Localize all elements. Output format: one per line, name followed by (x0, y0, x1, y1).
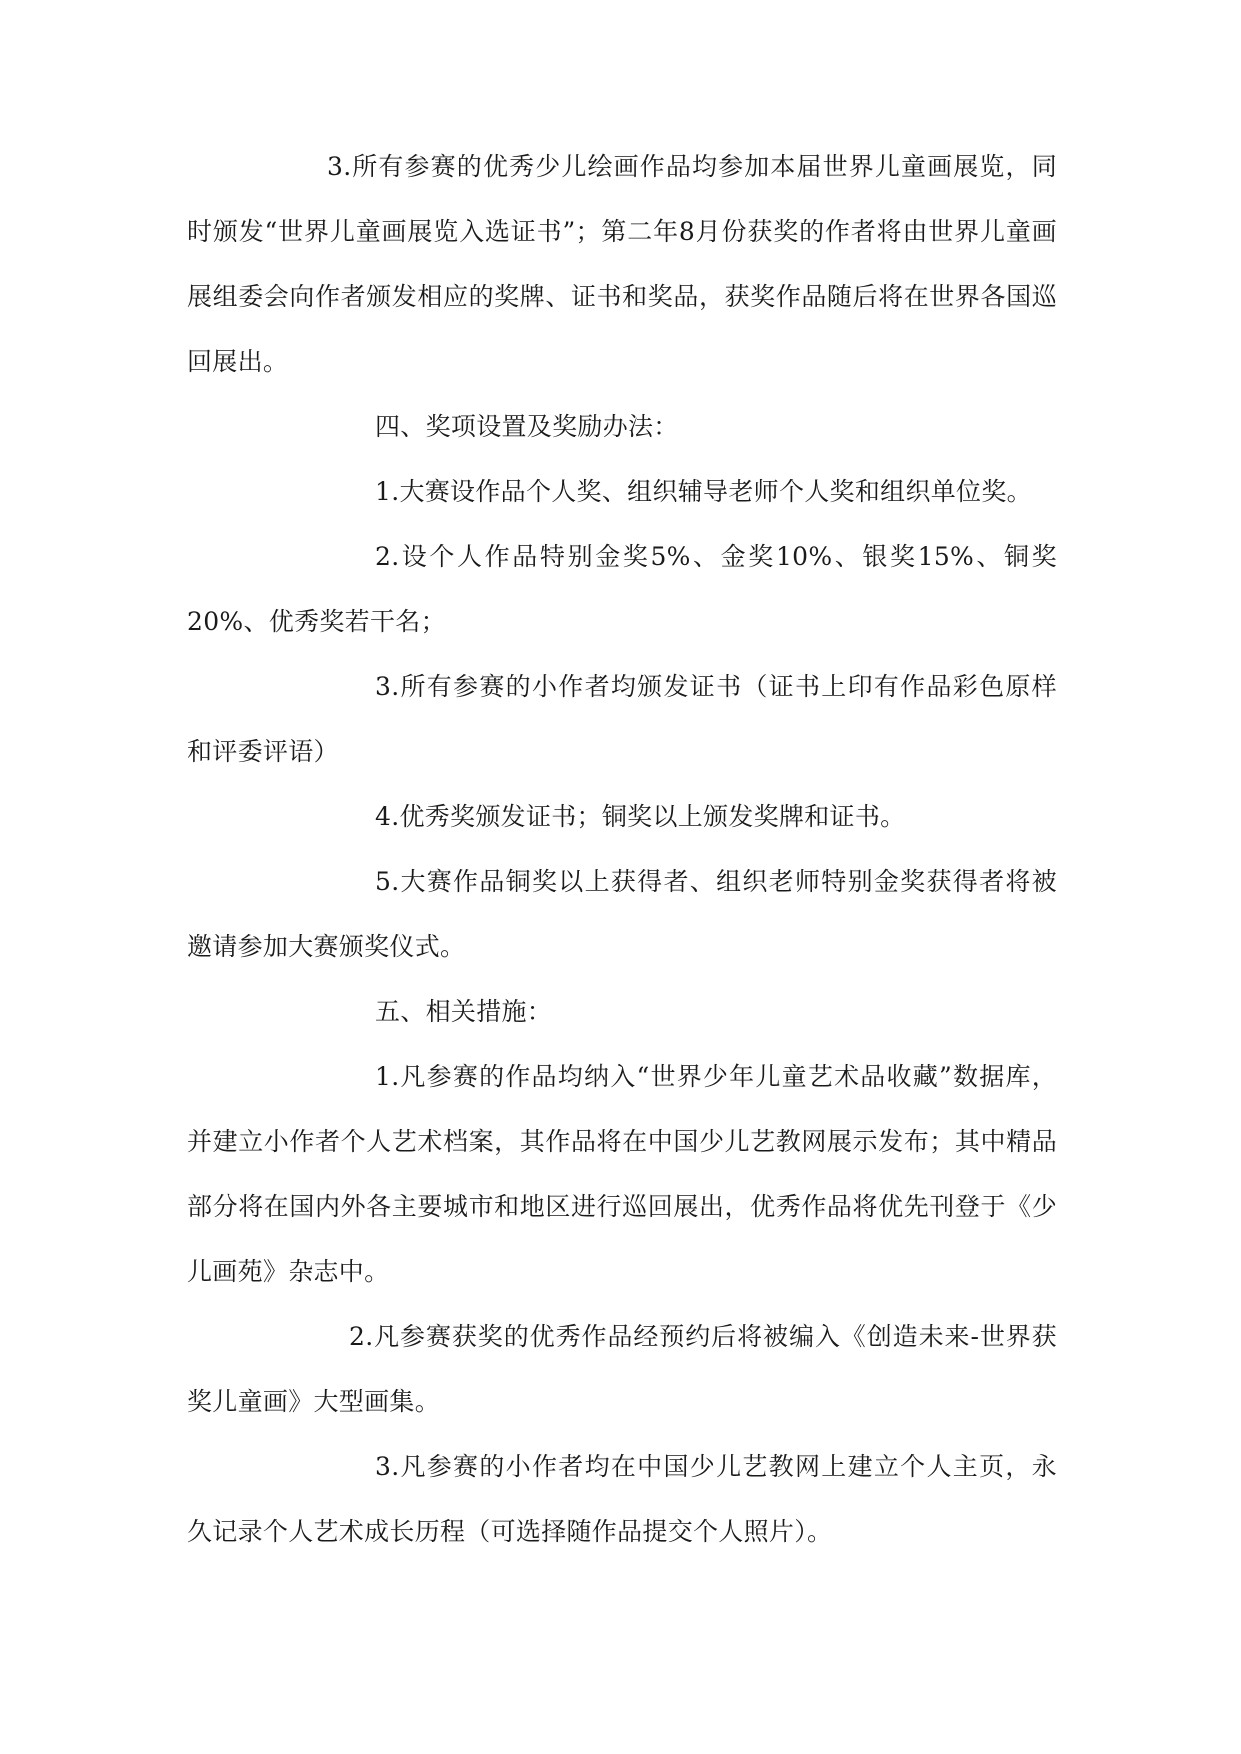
heading-related-measures: 五、相关措施： (375, 997, 553, 1026)
paragraph-ceremony-invitation: 5.大赛作品铜奖以上获得者、组织老师特别金奖获得者将被邀请参加大赛颁奖仪式。 (187, 867, 1057, 961)
paragraph-award-categories: 1.大赛设作品个人奖、组织辅导老师个人奖和组织单位奖。 (375, 477, 1032, 506)
paragraph-award-percentages: 2.设个人作品特别金奖5%、金奖10%、银奖15%、铜奖20%、优秀奖若干名； (187, 542, 1057, 636)
paragraph-art-collection-database: 1.凡参赛的作品均纳入“世界少年儿童艺术品收藏”数据库，并建立小作者个人艺术档案，其作品将在中国少儿艺教网展示发布；其中精品部分将在国内外各主要城市和地区进行巡回展出，优秀作品将优先刊登于《少儿画苑》杂志中。 (187, 1062, 1057, 1286)
paragraph-picture-album: 2.凡参赛获奖的优秀作品经预约后将被编入《创造未来-世界获奖儿童画》大型画集。 (187, 1322, 1057, 1416)
paragraph-personal-homepage: 3.凡参赛的小作者均在中国少儿艺教网上建立个人主页，永久记录个人艺术成长历程（可选择随作品提交个人照片）。 (187, 1452, 1057, 1546)
paragraph-exhibition-certificate: 3.所有参赛的优秀少儿绘画作品均参加本届世界儿童画展览，同时颁发“世界儿童画展览入选证书”；第二年8月份获奖的作者将由世界儿童画展组委会向作者颁发相应的奖牌、证书和奖品，获奖作品随后将在世界各国巡回展出。 (187, 152, 1057, 376)
heading-awards-setup: 四、奖项设置及奖励办法： (375, 412, 679, 441)
paragraph-medals: 4.优秀奖颁发证书；铜奖以上颁发奖牌和证书。 (375, 802, 906, 831)
paragraph-participant-certificates: 3.所有参赛的小作者均颁发证书（证书上印有作品彩色原样和评委评语） (187, 672, 1057, 766)
